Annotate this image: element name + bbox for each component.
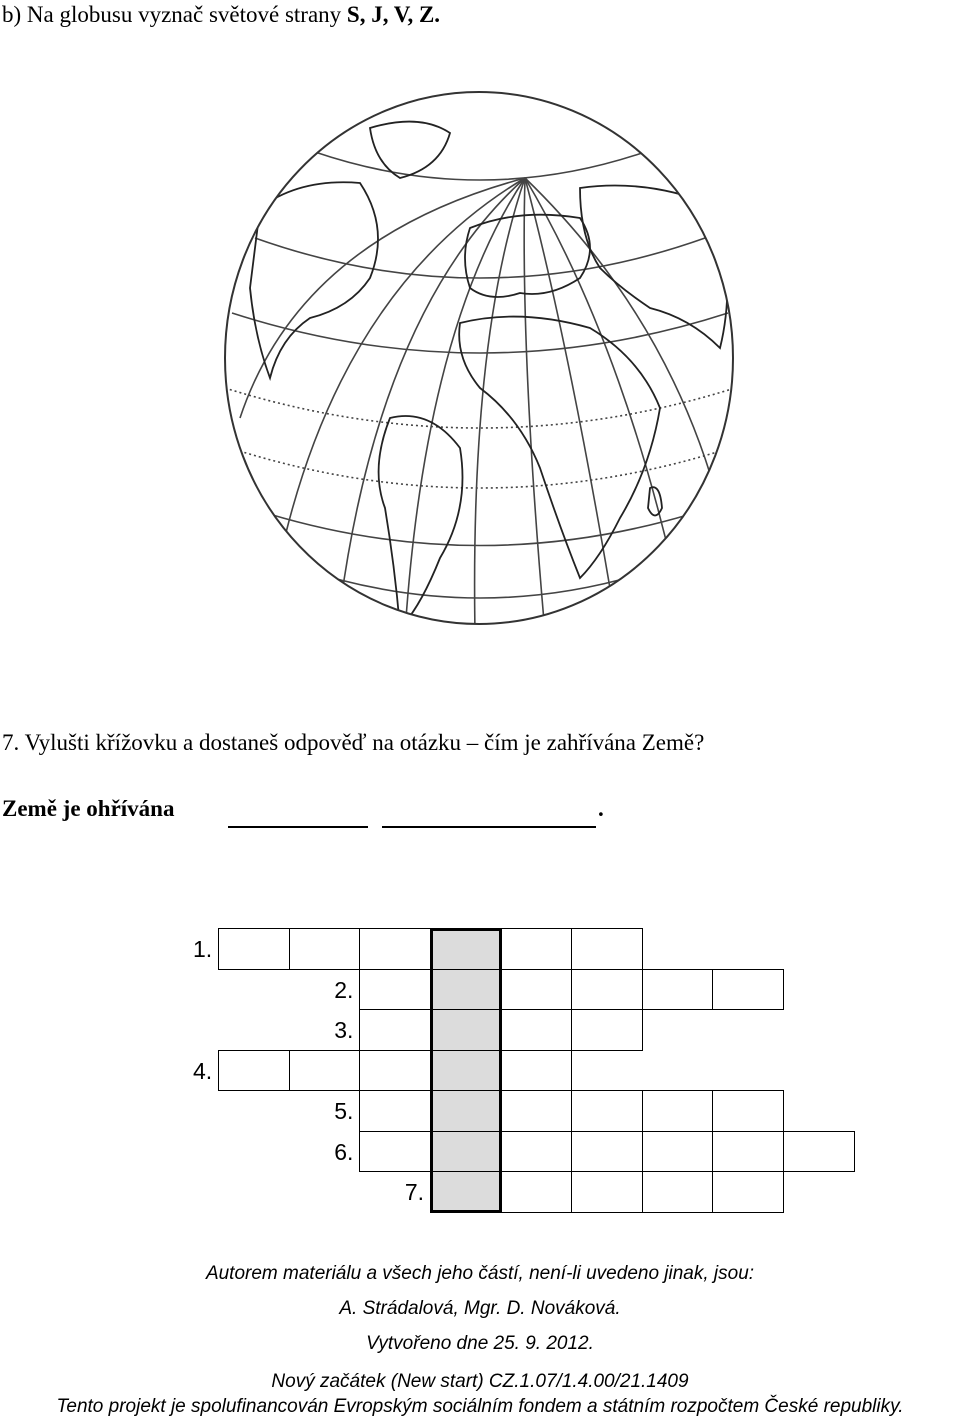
task7-question: 7. Vylušti křížovku a dostaneš odpověď na otázku – čím je zahřívána Země? — [2, 730, 705, 755]
continent-south-america — [379, 416, 463, 628]
task-b-text: b) Na globusu vyznač světové strany — [2, 2, 347, 27]
crossword-cell[interactable] — [712, 1090, 784, 1132]
crossword-cell[interactable] — [571, 1131, 643, 1173]
meridian-line — [280, 178, 525, 558]
crossword-row-number: 5. — [334, 1098, 354, 1124]
crossword-row-number: 7. — [404, 1179, 424, 1205]
answer-period: . — [598, 796, 604, 821]
crossword-cell[interactable] — [501, 1131, 573, 1173]
meridian-line — [525, 178, 720, 508]
crossword-key-cell[interactable] — [430, 1090, 502, 1132]
crossword-cell[interactable] — [712, 969, 784, 1011]
meridian-line — [525, 178, 675, 578]
crossword-cell[interactable] — [783, 1131, 855, 1173]
answer-blank-1[interactable] — [228, 826, 368, 828]
crossword-row-number: 6. — [334, 1138, 354, 1165]
crossword-cell[interactable] — [289, 928, 361, 970]
footer-project-id: Nový začátek (New start) CZ.1.07/1.4.00/21.1409 — [271, 1371, 689, 1392]
crossword-key-cell[interactable] — [430, 1171, 502, 1213]
globe-illustration — [220, 88, 740, 628]
crossword-key-cell[interactable] — [430, 1009, 502, 1051]
crossword-key-cell[interactable] — [430, 969, 502, 1011]
crossword-cell[interactable] — [642, 1090, 714, 1132]
crossword-row-number: 1. — [193, 936, 213, 962]
parallel-line — [300, 568, 660, 598]
crossword-cell[interactable] — [501, 1090, 573, 1132]
crossword-cell[interactable] — [359, 969, 431, 1011]
answer-sentence — [2, 796, 174, 822]
footer-funding: Tento projekt je spolufinancován Evropským sociálním fondem a státním rozpočtem České republiky. — [56, 1396, 904, 1417]
crossword-cell[interactable] — [571, 928, 643, 970]
crossword-cell[interactable] — [571, 969, 643, 1011]
globe-outline — [225, 92, 733, 624]
task-b-instruction — [2, 2, 440, 28]
crossword-row-number: 3. — [334, 1017, 354, 1043]
meridian-line — [475, 178, 525, 628]
parallel-line — [250, 508, 710, 546]
crossword-cell[interactable] — [218, 1050, 290, 1092]
task-b-directions: S, J, V, Z. — [346, 2, 441, 27]
crossword-cell[interactable] — [501, 928, 573, 970]
crossword-cell[interactable] — [571, 1171, 643, 1213]
parallel-line — [315, 152, 645, 180]
parallel-line — [255, 238, 705, 278]
footer-authors-intro: Autorem materiálu a všech jeho částí, není-li uvedeno jinak, jsou: — [205, 1263, 755, 1284]
crossword-cell[interactable] — [359, 1050, 431, 1092]
crossword-cell[interactable] — [359, 1131, 431, 1173]
continent-africa — [459, 317, 660, 578]
crossword-cell[interactable] — [501, 969, 573, 1011]
meridian-line — [240, 178, 525, 418]
crossword-cell[interactable] — [501, 1171, 573, 1213]
crossword-cell[interactable] — [289, 1050, 361, 1092]
crossword-cell[interactable] — [712, 1131, 784, 1173]
crossword-key-cell[interactable] — [430, 1131, 502, 1173]
crossword-cell[interactable] — [712, 1171, 784, 1213]
crossword-key-cell[interactable] — [430, 928, 502, 970]
crossword-cell[interactable] — [359, 1009, 431, 1051]
crossword-cell[interactable] — [359, 1090, 431, 1132]
crossword-cell[interactable] — [571, 1009, 643, 1051]
answer-prefix: Země je ohřívána — [2, 796, 175, 821]
crossword-cell[interactable] — [642, 1171, 714, 1213]
crossword-cell[interactable] — [642, 1131, 714, 1173]
crossword-cell[interactable] — [571, 1090, 643, 1132]
crossword-key-cell[interactable] — [430, 1050, 502, 1092]
island-madagascar — [648, 487, 662, 515]
crossword-row-number: 4. — [193, 1057, 213, 1084]
answer-blank-2[interactable] — [382, 826, 596, 828]
crossword-row-number: 2. — [334, 976, 354, 1003]
crossword-cell[interactable] — [642, 969, 714, 1011]
crossword-cell[interactable] — [501, 1009, 573, 1051]
crossword-cell[interactable] — [218, 928, 290, 970]
footer-authors: A. Strádalová, Mgr. D. Nováková. — [339, 1298, 621, 1319]
footer-created-date: Vytvořeno dne 25. 9. 2012. — [366, 1333, 594, 1354]
crossword-cell[interactable] — [501, 1050, 573, 1092]
crossword-cell[interactable] — [359, 928, 431, 970]
